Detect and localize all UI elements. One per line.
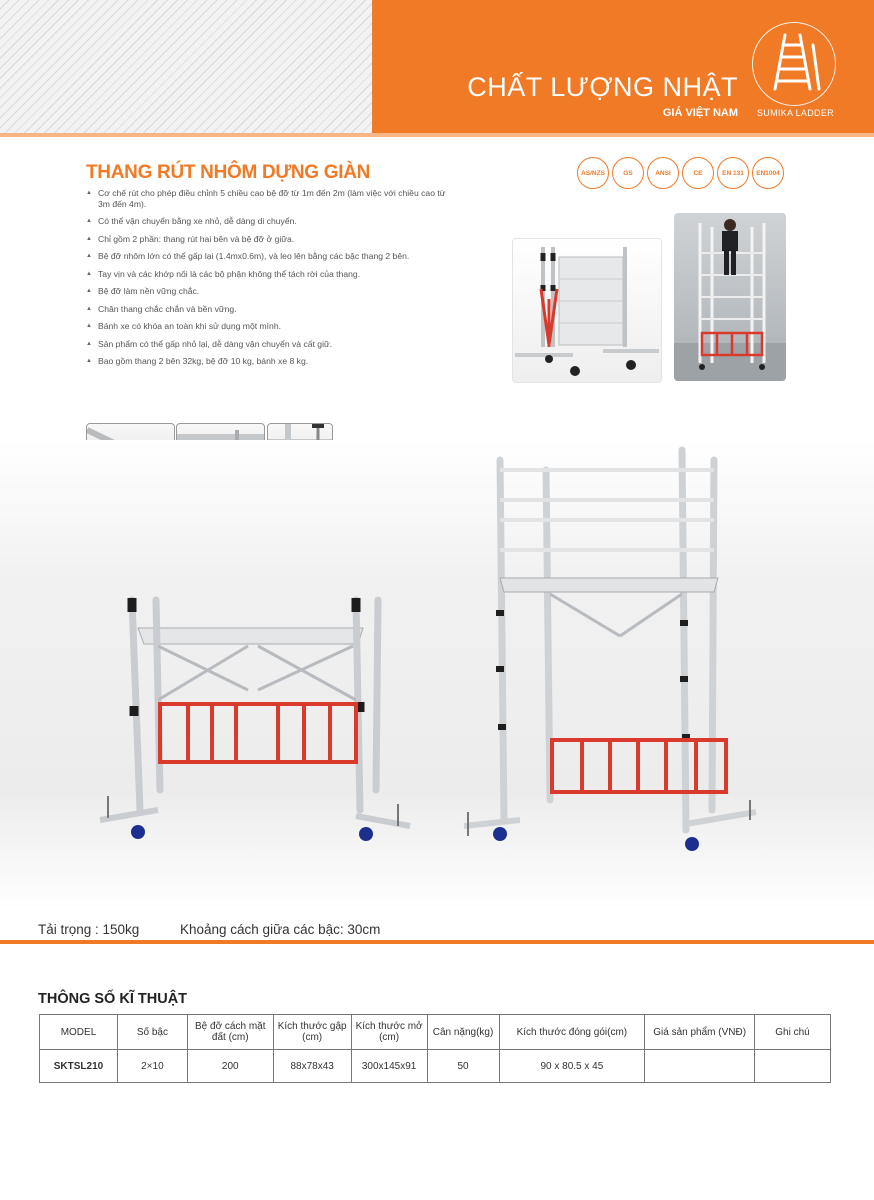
column-header: Ghi chú <box>755 1015 831 1050</box>
feature-item: ▲ Chỉ gồm 2 phần: thang rút hai bên và bệ đỡ ở giữa. <box>86 234 450 245</box>
spec-table-title: THÔNG SỐ KĨ THUẬT <box>38 991 188 1007</box>
feature-item: ▲ Bệ đỡ nhôm lớn có thể gấp lại (1.4mx0.6m), và leo lên bằng các bậc thang 2 bên. <box>86 251 450 262</box>
table-row <box>40 1050 831 1083</box>
column-header: Kích thước mở (cm) <box>351 1015 427 1050</box>
divider <box>0 940 874 944</box>
header-pattern <box>0 0 372 133</box>
scaffold-low-illustration <box>98 580 418 850</box>
cert-badge-ansi: ANSI <box>647 157 679 189</box>
column-header: MODEL <box>40 1015 118 1050</box>
folded-scaffold-photo <box>512 238 662 383</box>
column-header: Kích thước đóng gói(cm) <box>499 1015 645 1050</box>
table-cell: 300x145x91 <box>351 1050 427 1083</box>
feature-item: ▲ Bánh xe có khóa an toàn khi sử dụng một mình. <box>86 321 450 332</box>
column-header: Số bậc <box>117 1015 187 1050</box>
column-header: Giá sản phẩm (VNĐ) <box>645 1015 755 1050</box>
feature-item: ▲ Bệ đỡ làm nền vững chắc. <box>86 286 450 297</box>
feature-item: ▲ Chân thang chắc chắn và bền vững. <box>86 304 450 315</box>
brand-slogan: CHẤT LƯỢNG NHẬT <box>467 72 738 102</box>
feature-item: ▲ Tay vịn và các khớp nối là các bộ phận không thể tách rời của thang. <box>86 269 450 280</box>
spec-table <box>39 1014 831 1083</box>
brand-subslogan: GIÁ VIỆT NAM <box>662 107 738 119</box>
column-header: Kích thước gập (cm) <box>273 1015 351 1050</box>
column-header: Cân nặng(kg) <box>427 1015 499 1050</box>
spec-table-header-row <box>40 1015 831 1050</box>
cert-badge-gs: GS <box>612 157 644 189</box>
feature-item: ▲ Sản phẩm có thể gấp nhỏ lại, dễ dàng vận chuyển và cất giữ. <box>86 339 450 350</box>
feature-item: ▲ Bao gồm thang 2 bên 32kg, bệ đỡ 10 kg, bánh xe 8 kg. <box>86 356 450 367</box>
cert-badge-ce: CE <box>682 157 714 189</box>
cert-badge-en1004: EN1004 <box>752 157 784 189</box>
cert-badge-en131: EN 131 <box>717 157 749 189</box>
feature-item: ▲ Có thể vận chuyển bằng xe nhỏ, dễ dàng di chuyển. <box>86 216 450 227</box>
table-cell: 90 x 80.5 x 45 <box>499 1050 645 1083</box>
cert-badge-asnzs: AS/NZS <box>577 157 609 189</box>
logo-text: SUMIKA LADDER <box>757 108 834 118</box>
table-cell-model: SKTSL210 <box>40 1050 118 1083</box>
table-cell <box>645 1050 755 1083</box>
ladder-logo-icon <box>752 22 836 106</box>
feature-item: ▲ Cơ chế rút cho phép điều chỉnh 5 chiều cao bệ đỡ từ 1m đến 2m (làm việc với chiều cao từ 3m đến 4m). <box>86 188 450 209</box>
column-header: Bệ đỡ cách mặt đất (cm) <box>187 1015 273 1050</box>
scaffold-in-use-photo <box>674 213 786 381</box>
scaffold-high-illustration <box>460 440 760 860</box>
load-capacity: Tải trọng : 150kg <box>38 922 140 937</box>
table-cell: 2×10 <box>117 1050 187 1083</box>
table-cell <box>755 1050 831 1083</box>
table-cell: 200 <box>187 1050 273 1083</box>
header-band-shadow <box>0 133 874 137</box>
table-cell: 50 <box>427 1050 499 1083</box>
table-cell: 88x78x43 <box>273 1050 351 1083</box>
product-title: THANG RÚT NHÔM DỰNG GIÀN <box>86 162 371 183</box>
step-spacing: Khoảng cách giữa các bậc: 30cm <box>180 922 381 937</box>
feature-list <box>86 188 450 374</box>
